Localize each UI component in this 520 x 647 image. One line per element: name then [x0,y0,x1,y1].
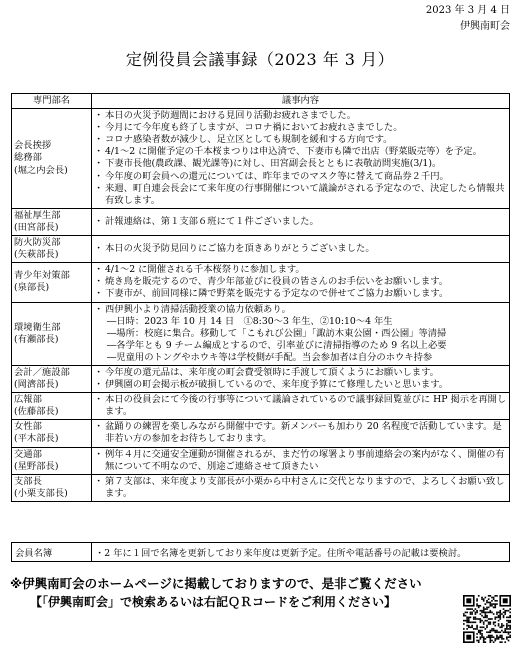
organization-name: 伊興南町会 [460,21,510,32]
table-row [12,365,510,392]
list-item: ・ 下妻市長他(農政課、観光課等)に対し、田宮副会長とともに表敬訪問実施(3/1)。 [94,158,507,170]
sub-item: ―日時：2023 年 10 月 14 日 ①8:30～3 年生、②10:10～4 年生 [107,315,393,327]
table-header-row [12,94,510,109]
item-list [94,449,507,473]
department-cell [12,109,92,209]
column-header-dept: 専門部名 [12,94,92,109]
member-register-table [11,542,510,562]
content-cell [92,365,510,392]
department-cell [12,263,92,302]
department-cell [12,208,92,235]
list-item: ・ 計報連絡は、第１支部６班にて１件ございました。 [94,216,507,228]
item-list [94,110,507,207]
list-item: ・ 今年度の還元品は、来年度の町会費受領時に手渡して頂くようにお願いします。 [94,367,507,379]
content-cell [92,302,510,365]
table-row [12,109,510,209]
table-row [12,543,510,562]
list-item: ・ 伊興園の町会掲示板が破損しているので、来年度予算にて修理したいと思います。 [94,379,507,391]
department-label: 広報部 [14,394,42,406]
department-label: 環境衛生部 [14,321,61,333]
department-cell [12,393,92,420]
department-label: (泉部長) [14,282,50,294]
department-cell [12,474,92,501]
item-list [94,476,507,500]
table-row [12,420,510,447]
table-row [12,474,510,501]
department-cell [12,365,92,392]
department-cell [12,420,92,447]
department-label: (有瀬部長) [14,333,59,345]
list-item: ・ 焼き鳥を販売するので、青少年部並びに役員の皆さんのお手伝いをお願いします。 [94,276,507,288]
department-label: 防火防災部 [14,237,61,249]
item-list [94,216,507,228]
department-label: 総務部 [14,152,42,164]
item-list [94,421,507,445]
column-header-content: 議事内容 [92,94,510,109]
register-text: ・2 年に１回で名簿を更新しており来年度は更新予定。住所や電話番号の記載は要検討。 [92,543,510,562]
table-row [12,447,510,474]
item-list [94,304,507,364]
item-list [94,394,507,418]
content-cell [92,263,510,302]
list-item: ・ 例年４月に交通安全運動が開催されるが、まだ竹の塚署より事前連絡会の案内がなく、開催の有無について不明なので、別途ご連絡させて頂きたい [94,449,507,473]
department-label: 会長挨拶 [14,140,52,152]
department-cell [12,447,92,474]
content-cell [92,420,510,447]
list-item: ・ 今月にて今年度も終了しますが、コロナ禍においてお疲れさまでした。 [94,122,507,134]
list-item: ・ 西伊興小より清掃活動授業の協力依頼あり。 [94,304,507,316]
search-notice: 【「伊興南町会」で検索あるいは右記ＱＲコードをご利用ください】 [30,595,397,609]
list-item: ・ 盆踊りの練習を楽しみながら開催中です。新メンバーも加わり 20 名程度で活動しています。是非若い方の参加をお待ちしております。 [94,421,507,445]
item-list [94,243,507,255]
content-cell [92,236,510,263]
list-item: ・ 第７支部は、来年度より支部長が小栗から中村さんに交代となりますので、よろしくお願い致します。 [94,476,507,500]
content-cell [92,109,510,209]
department-label: (小栗支部長) [14,487,68,499]
qr-code-icon[interactable] [463,595,511,643]
department-cell [12,236,92,263]
department-label: (田宮部長) [14,221,59,233]
homepage-notice: ※伊興南町会のホームページに掲載しておりますので、是非ご覧ください [10,576,422,591]
list-item: ・ 4/1～2 に開催される千本桜祭りに参加します。 [94,264,507,276]
list-item: ・ 下妻市が、前回同様に隣で野菜を販売する予定なので併せてご協力お願いします。 [94,288,507,300]
department-label: (佐藤部長) [14,406,59,418]
department-cell [12,302,92,365]
table-row [12,236,510,263]
department-label: 青少年対策部 [14,270,70,282]
table-row [12,393,510,420]
table-row [12,302,510,365]
list-item: ・ コロナ感染者数が減少し、足立区としても規制を緩和する方向です。 [94,134,507,146]
document-title: 定例役員会議事録（2023 年 3 月） [125,50,395,69]
sub-item: ―各学年とも 9 チーム編成とするので、引率並びに清掃指導のため 9 名以上必要 [107,339,447,351]
department-label: (平木部長) [14,433,59,445]
list-item: ・ 今年度の町会員への還元については、昨年までのマスク等に替えて商品券２千円。 [94,171,507,183]
content-cell [92,208,510,235]
sub-item: ―場所：校庭に集合。移動して「こもれび公園」「諏訪木東公園・西公園」等清掃 [107,327,447,339]
content-cell [92,474,510,501]
minutes-table [11,93,510,502]
department-label: 支部長 [14,475,42,487]
sub-item: ―児童用のトングやホウキ等は学校側が手配。当会参加者は自分のホウキ持参 [107,351,433,363]
table-row [12,263,510,302]
list-item: ・ 本日の火災予防見回りにご協力を頂きありがとうございました。 [94,243,507,255]
content-cell [92,447,510,474]
list-item: ・ 本日の役員会にて今後の行事等について議論されているので議事録回覧並びに HP 掲示を再開します。 [94,394,507,418]
department-label: (岡濟部長) [14,379,59,391]
department-label: 福祉厚生部 [14,209,61,221]
item-list [94,367,507,391]
document-date: 2023 年 3 月 4 日 [425,5,510,16]
list-item: ・ 来週、町自連会長会にて来年度の行事開催について議論がされる予定なので、決定したら情報共有致します。 [94,183,507,207]
department-label: 交通部 [14,448,42,460]
department-label: 会計／施設部 [14,366,70,378]
table-row [12,208,510,235]
register-label: 会員名簿 [12,543,92,562]
content-cell [92,393,510,420]
department-label: (星野部長) [14,460,59,472]
department-label: (堀之内会長) [14,164,68,176]
item-list [94,264,507,300]
list-item: ・ 本日の火災予防週間における見回り活動お疲れさまでした。 [94,110,507,122]
list-item: ・ 4/1～2 に開催予定の千本桜まつりは申込済で、下妻市も隣で出店（野菜販売等）を予定。 [94,146,507,158]
department-label: 女性部 [14,421,42,433]
department-label: (矢萩部長) [14,249,59,261]
